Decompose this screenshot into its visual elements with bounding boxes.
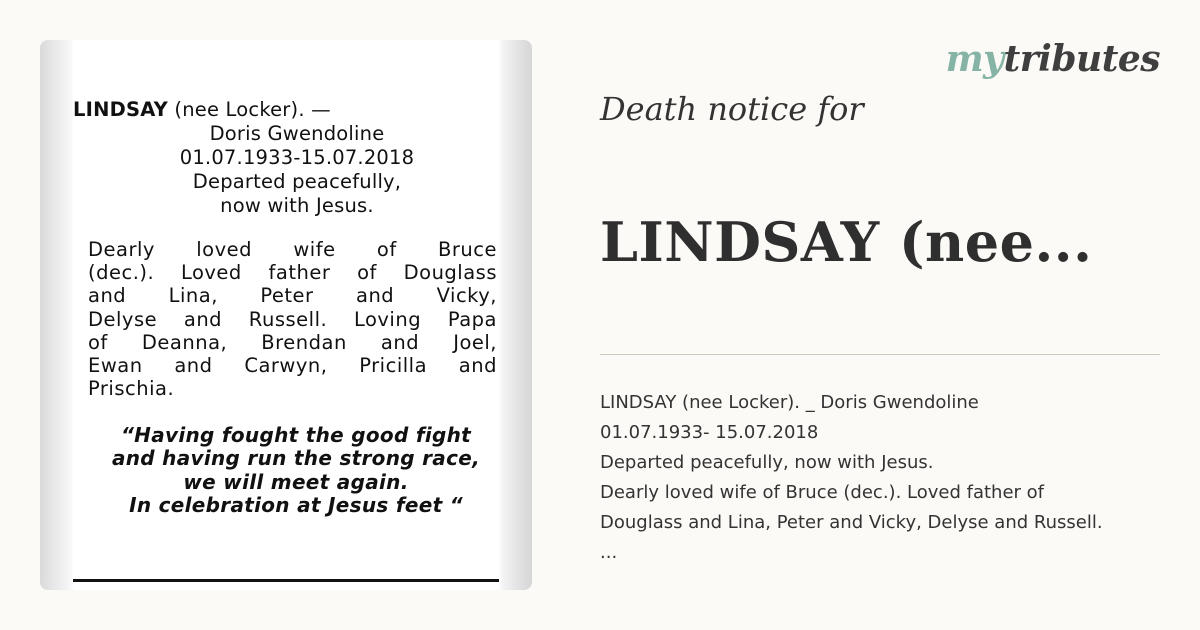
clipping-jesus-line: now with Jesus. <box>220 194 374 217</box>
newspaper-clipping <box>73 40 499 590</box>
clipping-quote-line: “Having fought the good fight <box>120 423 472 447</box>
excerpt-line: Dearly loved wife of Bruce (dec.). Loved father of <box>600 482 1044 503</box>
clipping-quote <box>93 424 499 518</box>
clipping-quote-line: and having run the strong race, <box>111 446 481 471</box>
logo-tributes: tributes <box>1003 38 1160 80</box>
clipping-quote-line: In celebration at Jesus feet “ <box>129 493 463 518</box>
clipping-body-line: Dearly loved wife of Bruce <box>88 238 497 261</box>
excerpt-ellipsis: ... <box>600 542 618 563</box>
notice-clipping-image <box>40 40 532 590</box>
excerpt-line: Douglass and Lina, Peter and Vicky, Delyse and Russell. <box>600 512 1103 533</box>
clipping-dates: 01.07.1933-15.07.2018 <box>179 146 415 169</box>
clipping-body <box>88 238 497 400</box>
excerpt-line: LINDSAY (nee Locker). _ Doris Gwendoline <box>600 392 979 413</box>
excerpt-line: Departed peacefully, now with Jesus. <box>600 452 934 473</box>
clipping-body-line: of Deanna, Brendan and Joel, <box>88 330 497 354</box>
clipping-body-line: Ewan and Carwyn, Pricilla and <box>88 354 497 378</box>
clipping-body-line: Prischia. <box>88 377 175 401</box>
logo-my: my <box>945 38 1004 80</box>
clipping-header <box>73 98 499 218</box>
clipping-body-line: and Lina, Peter and Vicky, <box>88 284 497 308</box>
mytributes-logo[interactable] <box>946 38 1160 80</box>
clipping-given-names: Doris Gwendoline <box>209 122 385 145</box>
clipping-name-line <box>73 98 499 122</box>
clipping-quote-line: we will meet again. <box>183 469 409 494</box>
clipping-bottom-rule <box>73 579 499 582</box>
clipping-body-line: (dec.). Loved father of Douglass <box>88 261 497 285</box>
divider <box>600 354 1160 355</box>
clipping-surname: LINDSAY <box>73 98 168 121</box>
clipping-maiden-name: (nee Locker). — <box>167 98 331 121</box>
clipping-body-line: Delyse and Russell. Loving Papa <box>88 307 497 331</box>
notice-label: Death notice for <box>600 90 864 128</box>
excerpt-line: 01.07.1933- 15.07.2018 <box>600 422 819 443</box>
clipping-departed-line: Departed peacefully, <box>192 170 402 193</box>
deceased-name-title: LINDSAY (nee... <box>600 210 1093 274</box>
notice-excerpt <box>600 388 1160 568</box>
